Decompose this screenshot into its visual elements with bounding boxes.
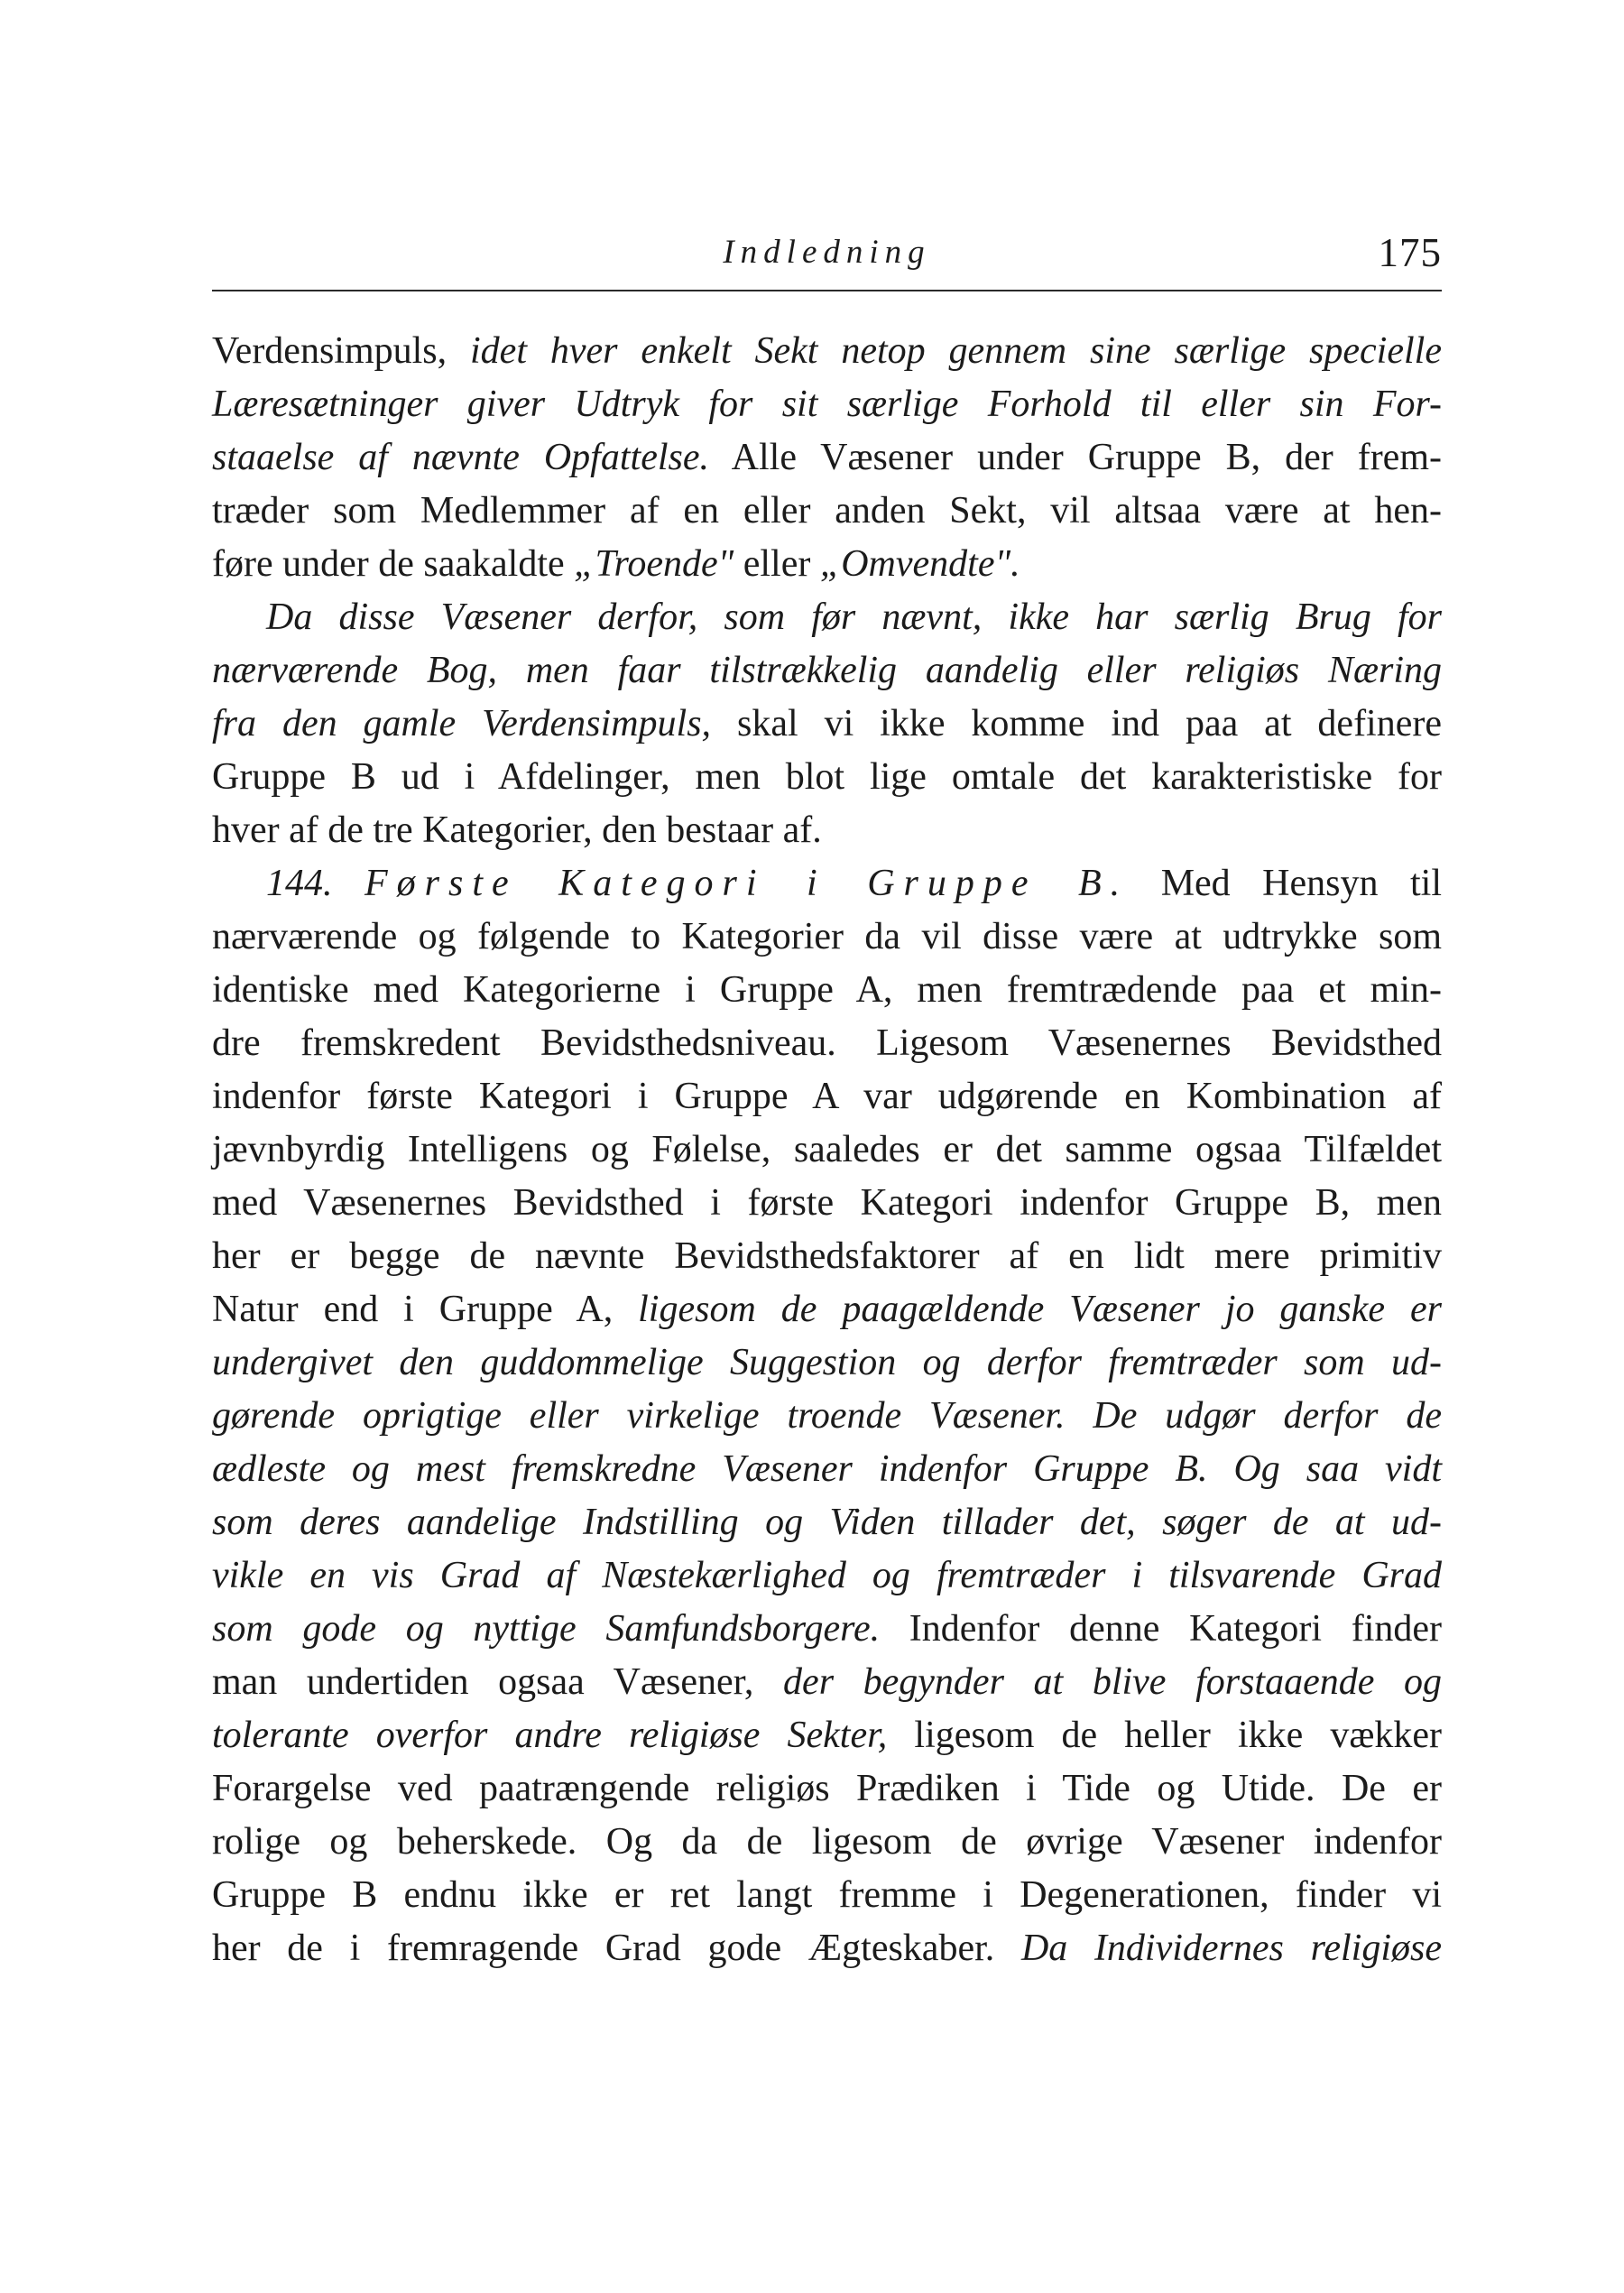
italic-text-run: vikle en vis Grad af Næstekærlighed og fremtræder i tilsvarende Grad	[212, 1555, 1442, 1596]
running-header	[212, 227, 1442, 291]
text-line	[212, 1816, 1442, 1869]
text-line	[212, 804, 1442, 857]
text-line	[212, 1922, 1442, 1975]
chapter-title: Indledning	[723, 234, 931, 271]
italic-text-run: ædleste og mest fremskredne Væsener indenfor Gruppe B. Og saa vidt	[212, 1448, 1442, 1490]
text-run: skal vi ikke komme ind paa at definere	[711, 703, 1442, 744]
italic-text-run: gørende oprigtige eller virkelige troende Væsener. De udgør derfor de	[212, 1395, 1442, 1437]
text-line	[212, 1496, 1442, 1549]
text-run: hver af de tre Kategorier, den bestaar af.	[212, 809, 822, 851]
text-run: nærværende og følgende to Kategorier da vil disse være at udtrykke som	[212, 916, 1442, 957]
text-line	[212, 325, 1442, 378]
text-line	[212, 644, 1442, 698]
italic-text-run: nærværende Bog, men faar tilstrækkelig aandelig eller religiøs Næring	[212, 650, 1442, 691]
text-line	[212, 1549, 1442, 1603]
text-run: rolige og beherskede. Og da de ligesom de øvrige Væsener indenfor	[212, 1821, 1442, 1863]
text-line	[212, 1336, 1442, 1390]
italic-text-run: som gode og nyttige Samfundsborgere.	[212, 1608, 881, 1650]
text-line	[212, 1656, 1442, 1709]
text-run: man undertiden ogsaa Væsener,	[212, 1661, 784, 1703]
italic-text-run: Da Individernes religiøse	[1020, 1928, 1442, 1969]
text-run	[333, 863, 365, 904]
text-run: med Væsenernes Bevidsthed i første Kategori indenfor Gruppe B, men	[212, 1182, 1442, 1224]
text-line	[212, 538, 1442, 591]
text-line	[212, 1390, 1442, 1443]
page-number: 175	[1378, 230, 1442, 275]
text-line	[212, 1230, 1442, 1283]
italic-text-run: „Omvendte".	[819, 543, 1020, 585]
italic-text-run: Da disse Væsener derfor, som før nævnt, ikke har særlig Brug for	[266, 596, 1442, 638]
text-line	[212, 698, 1442, 751]
italic-text-run: som deres aandelige Indstilling og Viden tillader det, søger de at ud-	[212, 1502, 1442, 1543]
text-line	[212, 911, 1442, 964]
italic-text-run: „Troende"	[574, 543, 734, 585]
text-line	[212, 378, 1442, 431]
text-run: Med Hensyn til	[1129, 863, 1443, 904]
text-line	[212, 1709, 1442, 1762]
italic-text-run: tolerante overfor andre religiøse Sekter,	[212, 1715, 888, 1756]
text-run: Forargelse ved paatrængende religiøs Prædiken i Tide og Utide. De er	[212, 1768, 1442, 1809]
text-run: Alle Væsener under Gruppe B, der frem-	[709, 437, 1442, 478]
text-run: Gruppe B ud i Afdelinger, men blot lige omtale det karakteristiske for	[212, 756, 1442, 798]
italic-text-run: idet hver enkelt Sekt netop gennem sine særlige specielle	[470, 330, 1442, 372]
italic-text-run: der begynder at blive forstaaende og	[783, 1661, 1442, 1703]
text-run: Natur end i Gruppe A,	[212, 1289, 639, 1330]
italic-text-run: undergivet den guddommelige Suggestion og derfor fremtræder som ud-	[212, 1342, 1442, 1383]
text-line	[212, 485, 1442, 538]
text-run: føre under de saakaldte	[212, 543, 575, 585]
text-line	[212, 1443, 1442, 1496]
text-line	[212, 1762, 1442, 1816]
text-line	[212, 1869, 1442, 1922]
body-text	[212, 325, 1442, 1975]
text-line	[212, 1283, 1442, 1336]
text-run: Verdensimpuls,	[212, 330, 471, 372]
header-rule	[212, 290, 1442, 291]
text-line	[212, 1070, 1442, 1123]
text-run: indenfor første Kategori i Gruppe A var udgørende en Kombination af	[212, 1076, 1442, 1117]
text-run: her de i fremragende Grad gode Ægteskaber.	[212, 1928, 1021, 1969]
italic-text-run: 144.	[266, 863, 333, 904]
text-run: identiske med Kategorierne i Gruppe A, men fremtrædende paa et min-	[212, 969, 1442, 1011]
text-line	[212, 591, 1442, 644]
text-run: træder som Medlemmer af en eller anden Sekt, vil altsaa være at hen-	[212, 490, 1442, 532]
text-run: dre fremskredent Bevidsthedsniveau. Ligesom Væsenernes Bevidsthed	[212, 1022, 1442, 1064]
text-line	[212, 1177, 1442, 1230]
text-run: her er begge de nævnte Bevidsthedsfaktorer af en lidt mere primitiv	[212, 1235, 1442, 1277]
italic-text-run: Læresætninger giver Udtryk for sit særlige Forhold til eller sin For-	[212, 384, 1442, 425]
text-line	[212, 964, 1442, 1017]
text-run: Gruppe B endnu ikke er ret langt fremme i Degenerationen, finder vi	[212, 1874, 1442, 1916]
italic-text-run: staaelse af nævnte Opfattelse.	[212, 437, 709, 478]
text-run: jævnbyrdig Intelligens og Følelse, saaledes er det samme ogsaa Tilfældet	[212, 1129, 1442, 1170]
italic-text-run: fra den gamle Verdensimpuls,	[212, 703, 712, 744]
text-line	[212, 1603, 1442, 1656]
spaced-heading-run: Første Kategori i Gruppe B.	[364, 863, 1130, 904]
text-run: Indenfor denne Kategori finder	[880, 1608, 1443, 1650]
text-line	[212, 431, 1442, 485]
italic-text-run: ligesom de paagældende Væsener jo ganske er	[638, 1289, 1442, 1330]
text-line	[212, 751, 1442, 804]
text-line	[212, 857, 1442, 911]
text-run: ligesom de heller ikke vækker	[887, 1715, 1442, 1756]
text-run: eller	[734, 543, 820, 585]
text-line	[212, 1123, 1442, 1177]
text-line	[212, 1017, 1442, 1070]
